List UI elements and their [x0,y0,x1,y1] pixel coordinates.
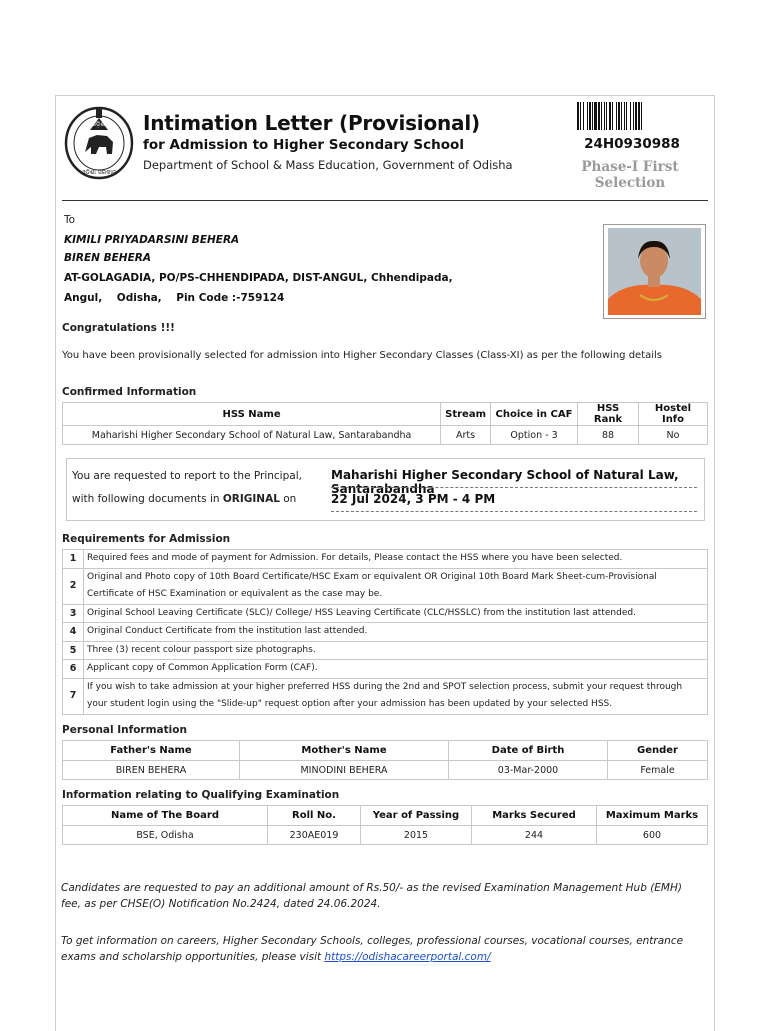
cell-father: BIREN BEHERA [63,761,240,780]
req-number: 7 [63,678,84,714]
cell-rank: 88 [578,426,639,445]
confirmed-info-table [62,402,708,445]
to-label: To [64,214,76,226]
personal-info-heading: Personal Information [62,724,187,736]
career-portal-link[interactable]: https://odishacareerportal.com/ [324,951,491,963]
report-original-word: ORIGINAL [222,493,280,505]
report-datetime: 22 Jul 2024, 3 PM - 4 PM [331,492,496,506]
cell-board: BSE, Odisha [63,826,268,845]
col-choice: Choice in CAF [491,403,578,426]
requirements-table [62,549,708,715]
req-number: 4 [63,623,84,642]
department-name: Department of School & Mass Education, Government of Odisha [143,158,513,172]
req-text: Original and Photo copy of 10th Board Certificate/HSC Exam or equivalent OR Original 10th Board Mark Sheet-cum-Provisional Certificate of HSC Examination or equivalent as the case may be. [84,568,708,604]
col-max-marks: Maximum Marks [597,806,708,826]
col-year: Year of Passing [361,806,472,826]
col-dob: Date of Birth [449,741,608,761]
cell-max-marks: 600 [597,826,708,845]
col-hss-name: HSS Name [63,403,441,426]
header-divider [62,200,708,201]
req-number: 2 [63,568,84,604]
requirements-heading: Requirements for Admission [62,533,231,545]
requirement-row [63,550,708,569]
req-text: Three (3) recent colour passport size photographs. [84,641,708,660]
selection-message: You have been provisionally selected for admission into Higher Secondary Classes (Class-XI) as per the following details [62,350,663,361]
requirement-row [63,660,708,679]
career-note-text: To get information on careers, Higher Secondary Schools, colleges, professional courses, vocational courses, entrance exams and scholarship opportunities, please visit [61,935,684,963]
report-line-2-pre: with following documents in [72,493,223,505]
address-line-1: AT-GOLAGADIA, PO/PS-CHHENDIPADA, DIST-ANGUL, Chhendipada, [64,272,453,284]
confirmed-info-heading: Confirmed Information [62,386,197,398]
req-number: 3 [63,604,84,623]
candidate-photo [603,224,706,319]
qualifying-heading: Information relating to Qualifying Examination [62,789,340,801]
cell-hostel: No [639,426,708,445]
col-mother: Mother's Name [240,741,449,761]
letter-subtitle: for Admission to Higher Secondary School [143,137,464,153]
phase-line-1: Phase-I First [581,159,679,175]
col-marks: Marks Secured [472,806,597,826]
requirement-row [63,678,708,714]
candidate-name: KIMILI PRIYADARSINI BEHERA [64,234,240,246]
letter-title: Intimation Letter (Provisional) [143,111,480,135]
address-line-2: Angul, Odisha, Pin Code :-759124 [64,292,285,304]
cell-dob: 03-Mar-2000 [449,761,608,780]
col-gender: Gender [608,741,708,761]
requirement-row [63,623,708,642]
req-text: Original Conduct Certificate from the institution last attended. [84,623,708,642]
application-number: 24H0930988 [584,136,680,152]
req-number: 5 [63,641,84,660]
phase-line-2: Selection [594,175,666,191]
cell-hss-name: Maharishi Higher Secondary School of Natural Law, Santarabandha [63,426,441,445]
report-line-1: You are requested to report to the Principal, [72,470,302,482]
report-line-2 [72,493,296,505]
qualifying-table [62,805,708,845]
cell-year: 2015 [361,826,472,845]
career-note [61,933,701,965]
fee-note: Candidates are requested to pay an additional amount of Rs.50/- as the revised Examination Management Hub (EMH) fee, as per CHSE(O) Notification No.2424, dated 24.06.2024. [61,882,682,910]
odisha-seal-icon [63,102,135,180]
phase-label [573,159,687,191]
svg-text:ଓଡ଼ିଶା ସରକାର: ଓଡ଼ିଶା ସରକାର [81,169,117,176]
cell-mother: MINODINI BEHERA [240,761,449,780]
requirement-row [63,604,708,623]
req-text: Applicant copy of Common Application Form (CAF). [84,660,708,679]
svg-text:ଓଡ଼ିଶା: ଓଡ଼ିଶା [91,121,107,128]
cell-marks: 244 [472,826,597,845]
col-rank: HSS Rank [578,403,639,426]
report-dash-2 [331,511,697,512]
congratulations-text: Congratulations !!! [62,322,175,334]
col-father: Father's Name [63,741,240,761]
report-school: Maharishi Higher Secondary School of Natural Law, Santarabandha [331,468,679,496]
cell-stream: Arts [441,426,491,445]
req-number: 1 [63,550,84,569]
req-text: Required fees and mode of payment for Admission. For details, Please contact the HSS where you have been selected. [84,550,708,569]
col-roll: Roll No. [268,806,361,826]
cell-roll: 230AE019 [268,826,361,845]
req-number: 6 [63,660,84,679]
cell-choice: Option - 3 [491,426,578,445]
barcode-icon [577,102,687,130]
guardian-name: BIREN BEHERA [64,252,151,264]
report-line-2-post: on [279,493,297,505]
report-dash-1 [331,487,697,488]
requirement-row [63,568,708,604]
col-hostel: Hostel Info [639,403,708,426]
req-text: Original School Leaving Certificate (SLC)/ College/ HSS Leaving Certificate (CLC/HSSLC) from the institution last attended. [84,604,708,623]
col-board: Name of The Board [63,806,268,826]
personal-info-table [62,740,708,780]
req-text: If you wish to take admission at your higher preferred HSS during the 2nd and SPOT selection process, submit your request through your student login using the "Slide-up" request option after your admission has been updated by your selected HSS. [84,678,708,714]
col-stream: Stream [441,403,491,426]
requirement-row [63,641,708,660]
cell-gender: Female [608,761,708,780]
